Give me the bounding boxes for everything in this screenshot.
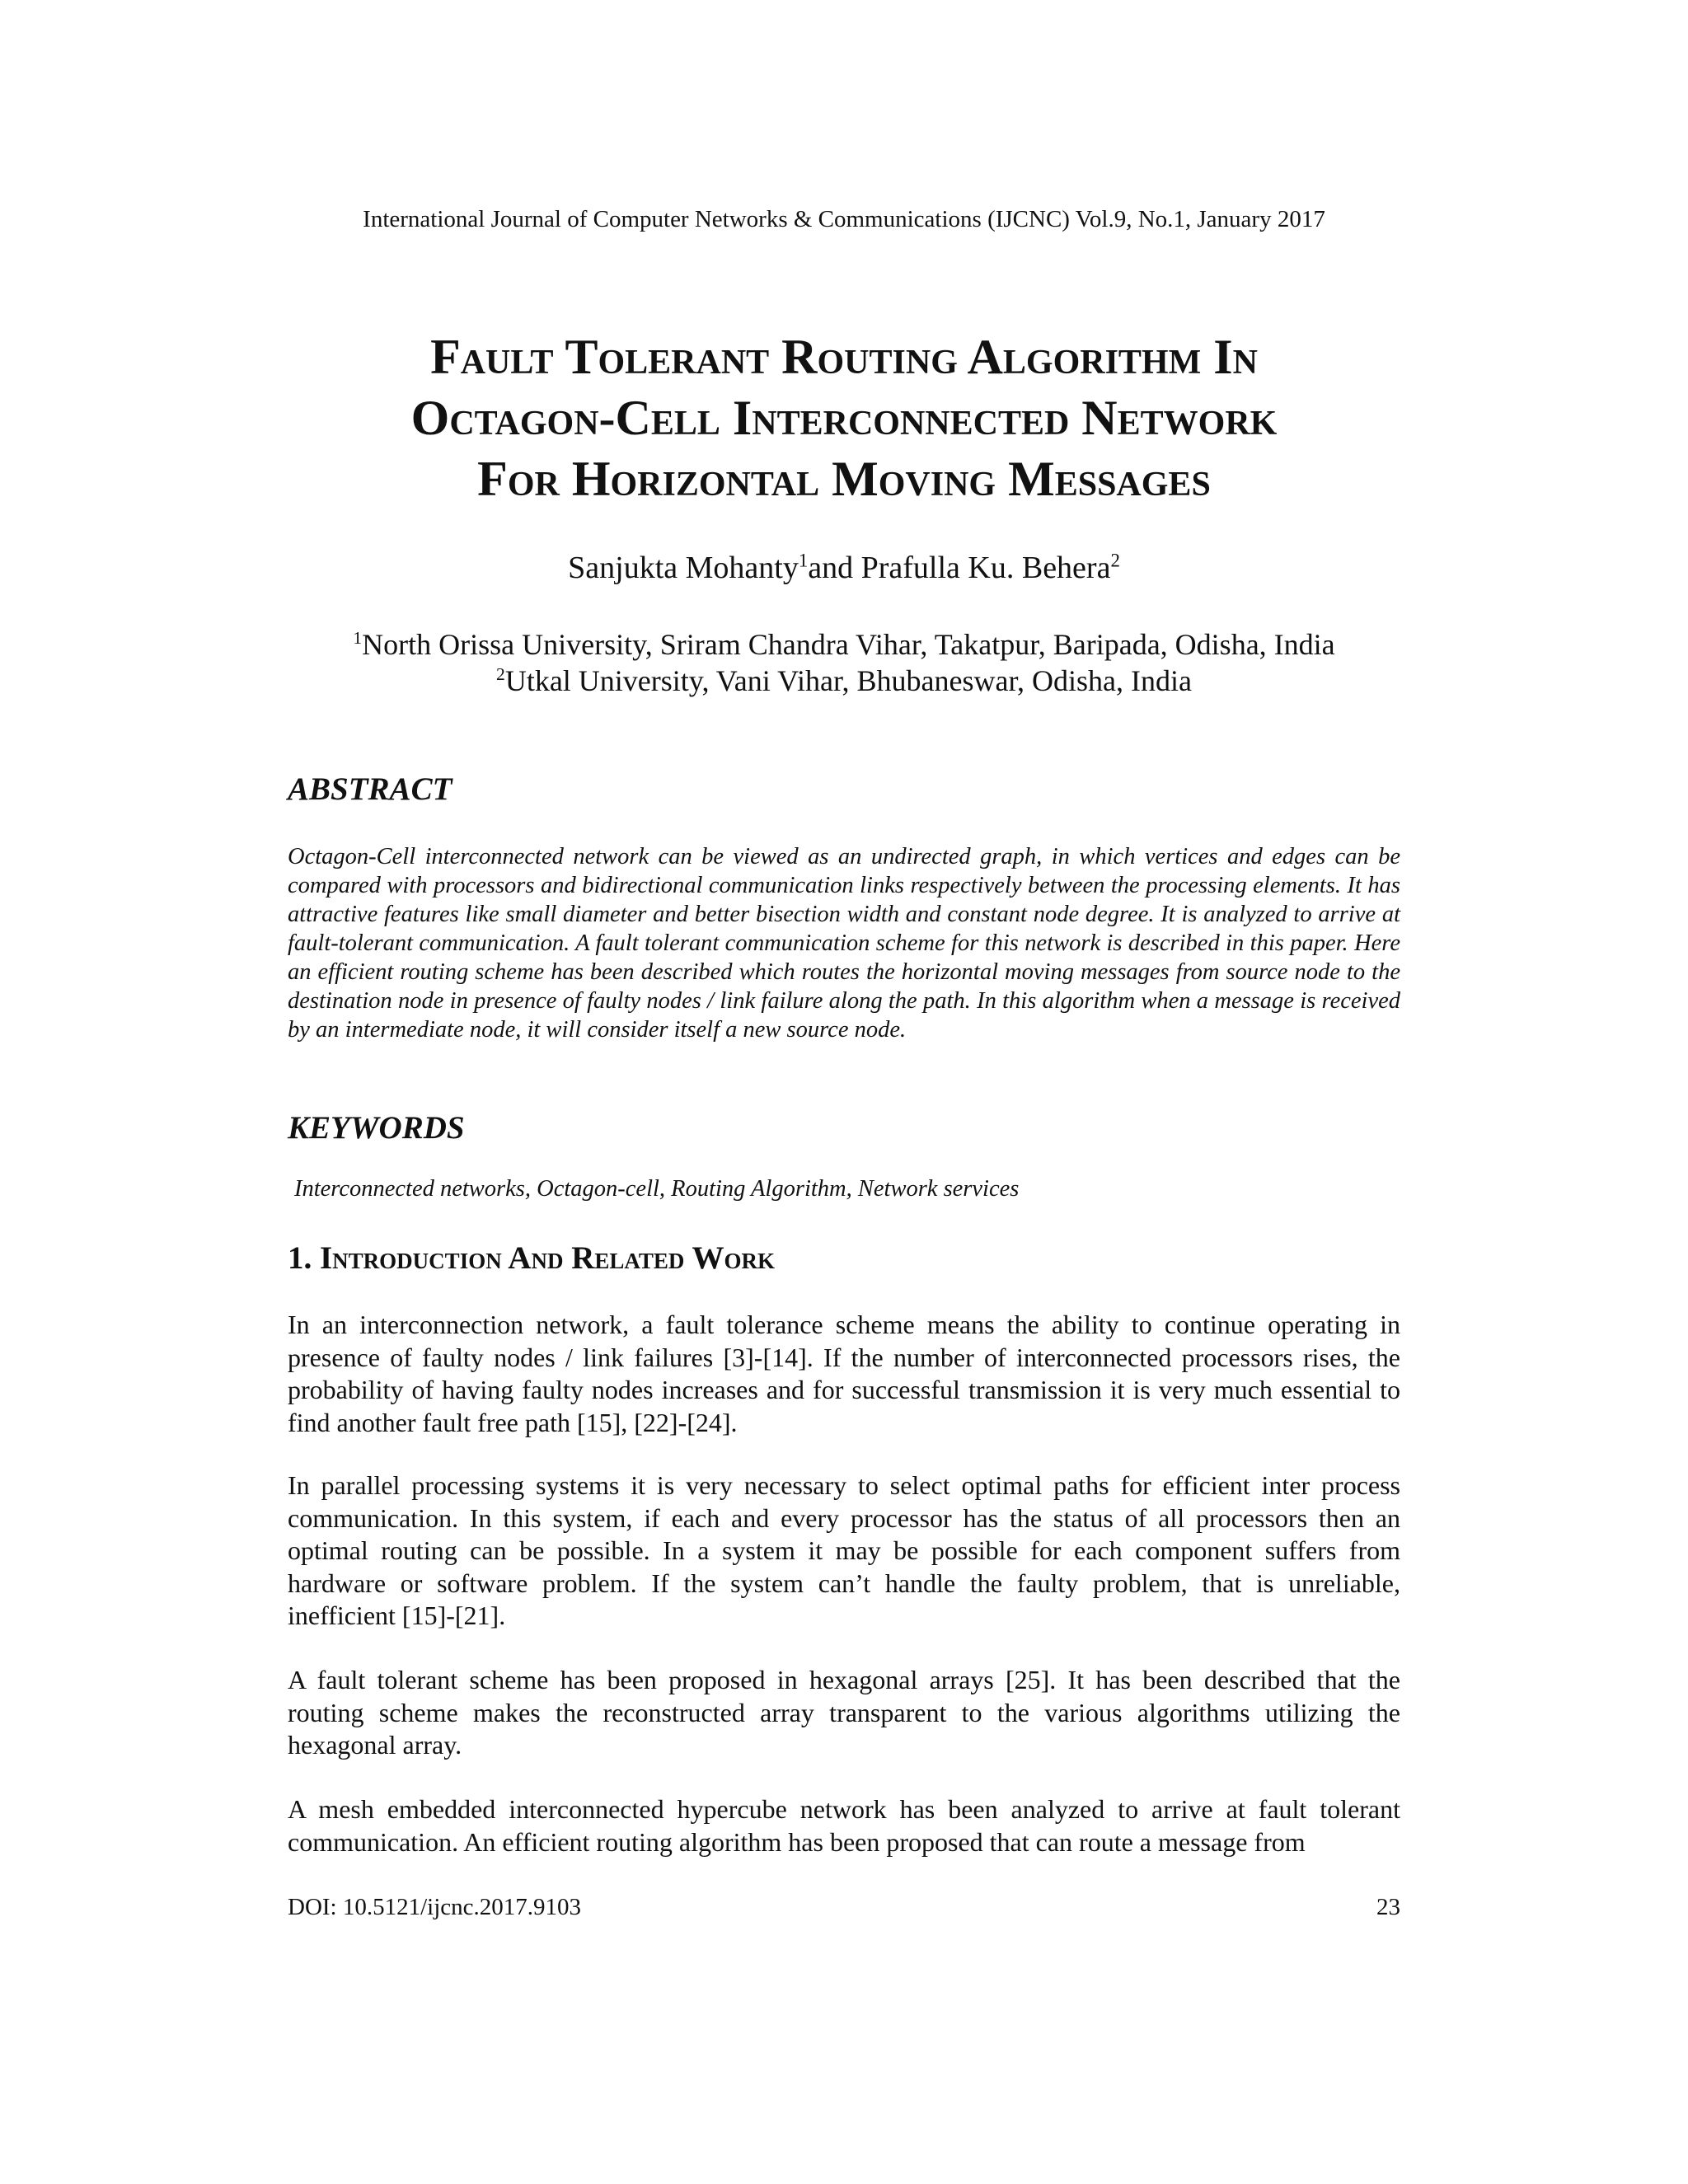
introduction-paragraph: A fault tolerant scheme has been proposed in hexagonal arrays [25]. It has been described that the routing scheme makes the reconstructed array transparent to the various algorithms utilizing the hexagonal array.: [288, 1665, 1400, 1760]
author-list: [0, 547, 1688, 588]
author-2-affil-mark: 2: [1110, 550, 1120, 571]
affiliation-2-mark: 2: [496, 664, 505, 684]
affiliation-1-mark: 1: [353, 628, 363, 648]
introduction-heading: 1. Introduction And Related Work: [288, 1240, 775, 1276]
title-line-1: Fault Tolerant Routing Algorithm In: [430, 330, 1258, 384]
affiliation-2-text: Utkal University, Vani Vihar, Bhubaneswar, Odisha, India: [504, 664, 1192, 697]
affiliation-2: [0, 663, 1688, 699]
affiliation-1: [0, 626, 1688, 663]
affiliation-1-text: North Orissa University, Sriram Chandra Vihar, Takatpur, Baripada, Odisha, India: [362, 628, 1335, 661]
page-number: 23: [1376, 1894, 1400, 1920]
keywords-heading: KEYWORDS: [288, 1110, 465, 1146]
abstract-heading: ABSTRACT: [288, 771, 452, 807]
paper-title: [204, 326, 1484, 509]
author-2-name: and Prafulla Ku. Behera: [808, 551, 1111, 585]
introduction-paragraph: In parallel processing systems it is very necessary to select optimal paths for efficient inter process communication. In this system, if each and every processor has the status of all processors then an optimal routing can be possible. In a system it may be possible for each component suffers from hardware or software problem. If the system can’t handle the faulty problem, that is unreliable, inefficient [15]-[21].: [288, 1470, 1400, 1630]
author-1-affil-mark: 1: [798, 550, 809, 571]
abstract-text: Octagon-Cell interconnected network can be viewed as an undirected graph, in which vertices and edges can be compared with processors and bidirectional communication links respectively between the processing elements. It has attractive features like small diameter and better bisection width and constant node degree. It is analyzed to arrive at fault-tolerant communication. A fault tolerant communication scheme for this network is described in this paper. Here an efficient routing scheme has been described which routes the horizontal moving messages from source node to the destination node in presence of faulty nodes / link failure along the path. In this algorithm when a message is received by an intermediate node, it will consider itself a new source node.: [288, 844, 1400, 1043]
keywords-text: Interconnected networks, Octagon-cell, Routing Algorithm, Network services: [294, 1176, 1020, 1202]
doi-footer: DOI: 10.5121/ijcnc.2017.9103: [288, 1894, 582, 1920]
author-1-name: Sanjukta Mohanty: [568, 551, 799, 585]
journal-header: International Journal of Computer Networks & Communications (IJCNC) Vol.9, No.1, January 2017: [363, 206, 1325, 232]
title-line-2: Octagon-Cell Interconnected Network: [410, 391, 1278, 445]
introduction-paragraph: In an interconnection network, a fault tolerance scheme means the ability to continue operating in presence of faulty nodes / link failures [3]-[14]. If the number of interconnected processors rises, the probability of having faulty nodes increases and for successful transmission it is very much essential to find another fault free path [15], [22]-[24].: [288, 1310, 1400, 1437]
introduction-paragraph: A mesh embedded interconnected hypercube network has been analyzed to arrive at fault tolerant communication. An efficient routing algorithm has been proposed that can route a message from: [288, 1794, 1400, 1857]
title-line-3: For Horizontal Moving Messages: [477, 452, 1211, 506]
